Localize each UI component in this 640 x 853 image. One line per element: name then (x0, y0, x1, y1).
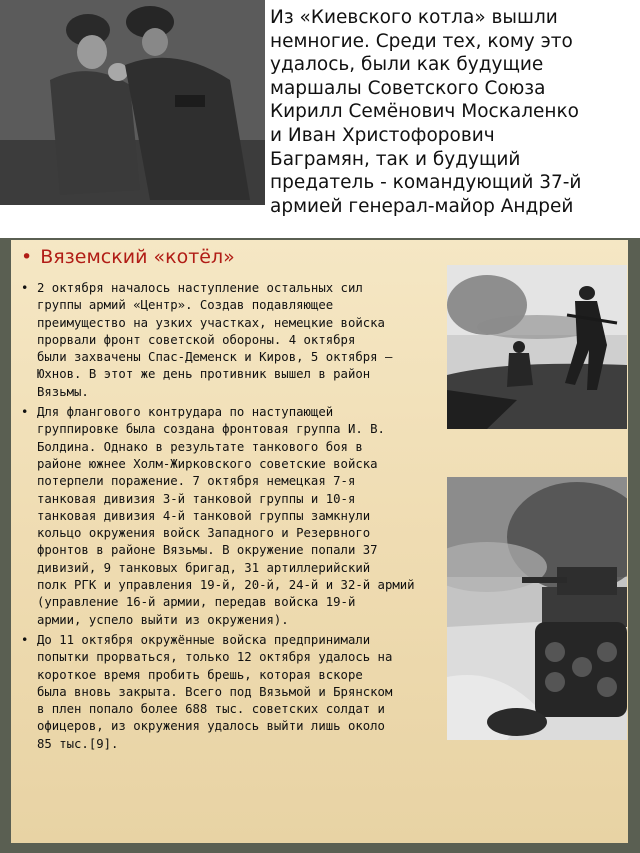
bullet-item: • 2 октября началось наступление остальных сил группы армий «Центр». Создав подавляющее преимущество на узких участках, немецкие войска прорвали фронт советской обороны. 4 октября были захвачены Спас-Деменск и Киров, 5 октября — Юхнов. В этот же день противник вышел в район Вязьмы. (19, 280, 451, 401)
slide (0, 238, 640, 853)
intro-text: Из «Киевского котла» вышли немногие. Среди тех, кому это удалось, были как будущие маршалы Советского Союза Кирилл Семёнович Москаленко и Иван Христофорович Баграмян, так и будущий предатель - командующий 37-й армией генерал-майор Андрей (270, 7, 582, 217)
heading-bullet: • (21, 246, 33, 268)
battle-photo (447, 265, 627, 429)
slide-heading-text: Вяземский «котёл» (40, 246, 235, 268)
tank-photo (447, 477, 627, 740)
slide-panel (11, 240, 628, 843)
bullet-item: • Для флангового контрудара по наступающей группировке была создана фронтовая группа И. В. Болдина. Однако в результате танкового боя в районе южнее Холм-Жирковского советские войска потерпели поражение. 7 октября немецкая 7-я танковая дивизия 3-й танковой группы и 10-я танковая дивизия 4-й танковой группы замкнули кольцо окружения войск Западного и Резервного фронтов в районе Вязьмы. В окружение попали 37 дивизий, 9 танковых бригад, 31 артиллерийский полк РГК и управления 19-й, 20-й, 24-й и 32-й армий (управление 16-й армии, передав войска 19-й армии, успело выйти из окружения). (19, 404, 451, 629)
bullet-list (19, 280, 451, 756)
slide-heading (21, 246, 235, 268)
soldiers-photo (0, 0, 265, 205)
bullet-item: • До 11 октября окружённые войска предпринимали попытки прорваться, только 12 октября удалось на короткое время пробить брешь, которая вскоре была вновь закрыта. Всего под Вязьмой и Брянском в плен попало более 688 тыс. советских солдат и офицеров, из окружения удалось выйти лишь около 85 тыс.[9]. (19, 632, 451, 753)
